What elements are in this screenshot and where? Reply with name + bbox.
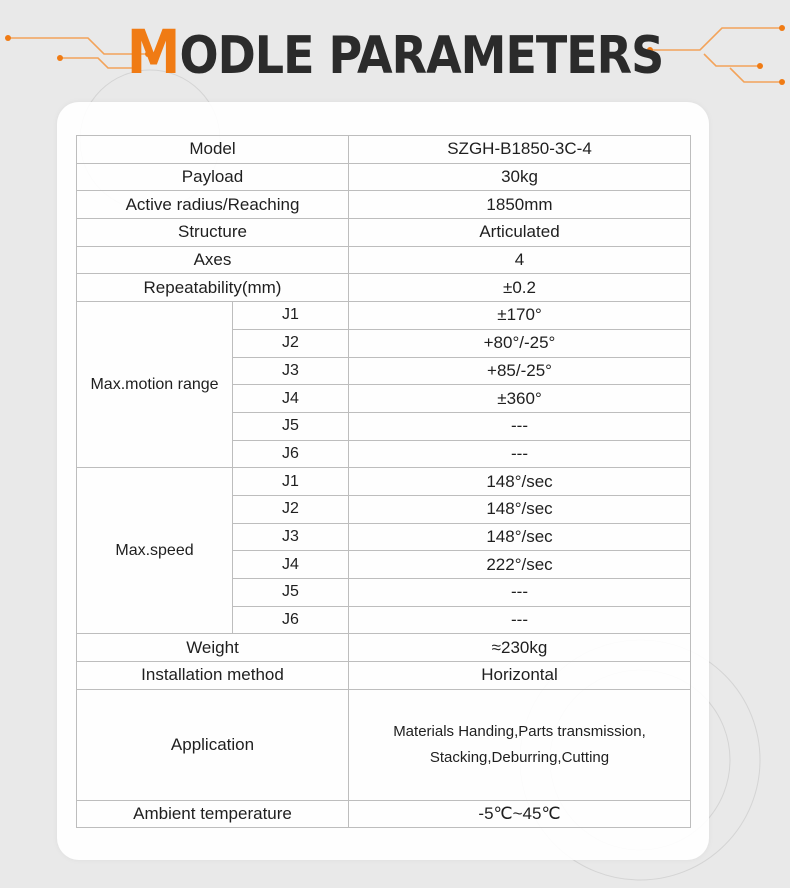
row-value: --- — [349, 412, 691, 440]
table-row — [77, 219, 691, 247]
row-value: --- — [349, 579, 691, 607]
axis-label: J5 — [233, 579, 349, 607]
row-value: +80°/-25° — [349, 329, 691, 357]
axis-label: J4 — [233, 385, 349, 413]
row-label: Payload — [77, 163, 349, 191]
table-row — [77, 136, 691, 164]
row-value: 1850mm — [349, 191, 691, 219]
group-label-motion: Max.motion range — [77, 302, 233, 468]
row-value: ±360° — [349, 385, 691, 413]
row-value: 148°/sec — [349, 468, 691, 496]
page-title: MODLE PARAMETERS — [126, 17, 664, 88]
table-row — [77, 662, 691, 690]
table-row — [77, 634, 691, 662]
row-value: ≈230kg — [349, 634, 691, 662]
table-row — [77, 800, 691, 828]
row-value: -5℃~45℃ — [349, 800, 691, 828]
row-value: --- — [349, 440, 691, 468]
table-row — [77, 302, 691, 330]
group-label-speed: Max.speed — [77, 468, 233, 634]
row-label: Application — [77, 689, 349, 800]
axis-label: J1 — [233, 468, 349, 496]
table-row — [77, 191, 691, 219]
row-label: Repeatability(mm) — [77, 274, 349, 302]
row-value: 30kg — [349, 163, 691, 191]
row-value: Horizontal — [349, 662, 691, 690]
row-value — [349, 689, 691, 800]
axis-label: J3 — [233, 357, 349, 385]
row-label: Weight — [77, 634, 349, 662]
table-row — [77, 468, 691, 496]
row-value: SZGH-B1850-3C-4 — [349, 136, 691, 164]
axis-label: J2 — [233, 495, 349, 523]
row-value: 148°/sec — [349, 495, 691, 523]
row-label: Structure — [77, 219, 349, 247]
row-label: Axes — [77, 246, 349, 274]
application-line-1: Materials Handing,Parts transmission, — [393, 722, 646, 740]
table-row — [77, 163, 691, 191]
axis-label: J2 — [233, 329, 349, 357]
table-row — [77, 689, 691, 800]
axis-label: J4 — [233, 551, 349, 579]
row-label: Active radius/Reaching — [77, 191, 349, 219]
row-label: Installation method — [77, 662, 349, 690]
row-value: ±170° — [349, 302, 691, 330]
axis-label: J5 — [233, 412, 349, 440]
row-label: Model — [77, 136, 349, 164]
axis-label: J3 — [233, 523, 349, 551]
row-value: 222°/sec — [349, 551, 691, 579]
row-value: ±0.2 — [349, 274, 691, 302]
row-value: 148°/sec — [349, 523, 691, 551]
axis-label: J6 — [233, 440, 349, 468]
row-value: +85/-25° — [349, 357, 691, 385]
row-label: Ambient temperature — [77, 800, 349, 828]
spec-table — [76, 135, 691, 828]
row-value: --- — [349, 606, 691, 634]
table-row — [77, 246, 691, 274]
axis-label: J6 — [233, 606, 349, 634]
row-value: 4 — [349, 246, 691, 274]
axis-label: J1 — [233, 302, 349, 330]
table-row — [77, 274, 691, 302]
row-value: Articulated — [349, 219, 691, 247]
application-line-2: Stacking,Deburring,Cutting — [429, 748, 610, 766]
